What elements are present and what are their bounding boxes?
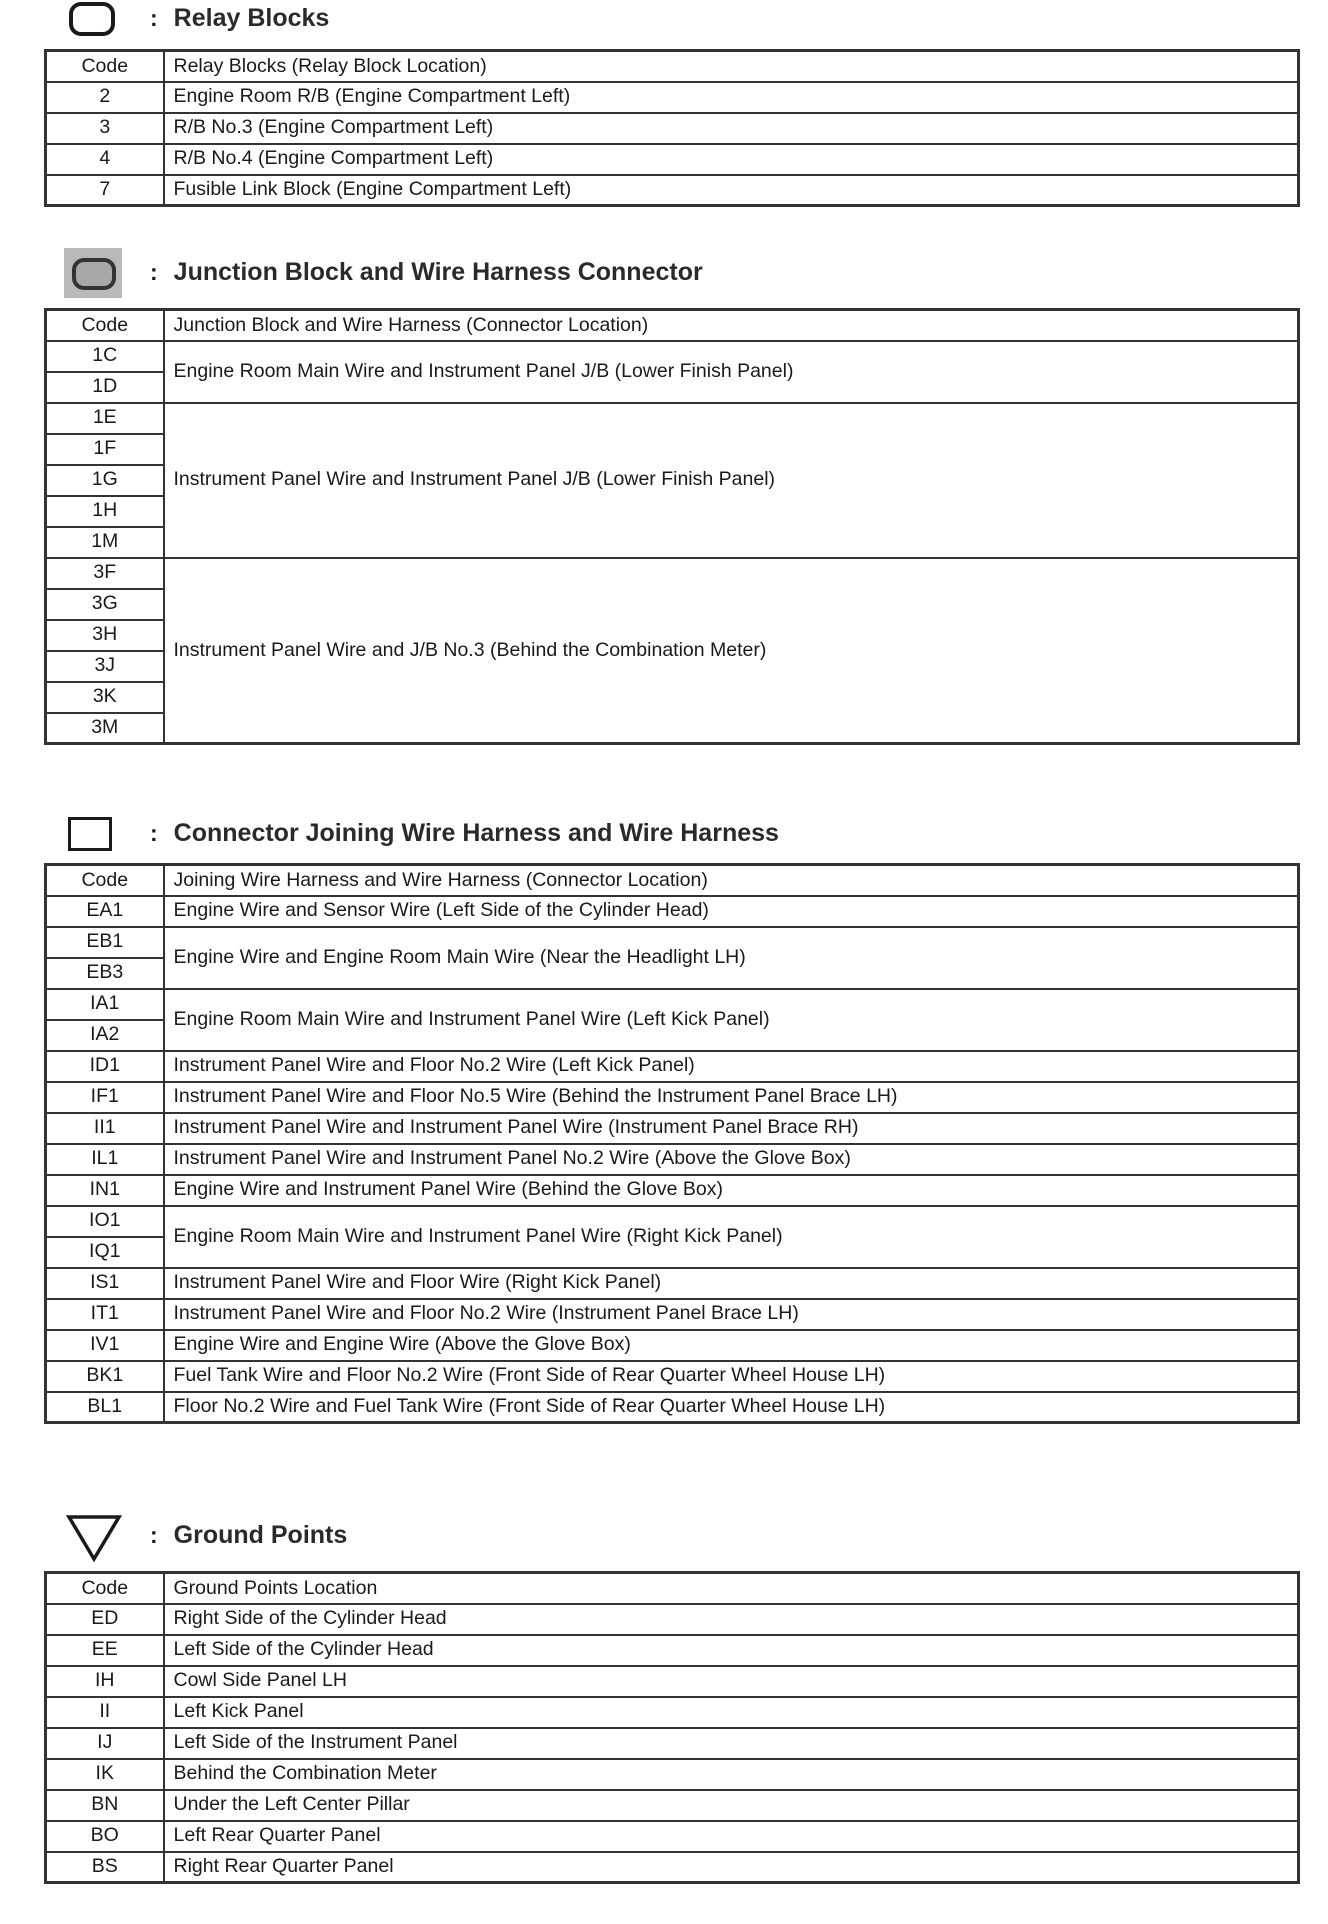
location-cell: Engine Room Main Wire and Instrument Panel J/B (Lower Finish Panel) bbox=[164, 341, 1299, 403]
location-cell: Right Side of the Cylinder Head bbox=[164, 1604, 1299, 1635]
code-cell: 3 bbox=[46, 113, 164, 144]
table-row bbox=[46, 1268, 1299, 1299]
location-cell: Instrument Panel Wire and Floor Wire (Right Kick Panel) bbox=[164, 1268, 1299, 1299]
location-cell: Engine Room Main Wire and Instrument Panel Wire (Right Kick Panel) bbox=[164, 1206, 1299, 1268]
column-header-code: Code bbox=[46, 310, 164, 341]
location-cell: Right Rear Quarter Panel bbox=[164, 1852, 1299, 1883]
code-cell: BS bbox=[46, 1852, 164, 1883]
code-cell: IL1 bbox=[46, 1144, 164, 1175]
location-cell: Floor No.2 Wire and Fuel Tank Wire (Front Side of Rear Quarter Wheel House LH) bbox=[164, 1392, 1299, 1423]
table-row bbox=[46, 1051, 1299, 1082]
connector-table bbox=[44, 863, 1300, 1424]
location-cell: Instrument Panel Wire and Instrument Panel Wire (Instrument Panel Brace RH) bbox=[164, 1113, 1299, 1144]
location-cell: Instrument Panel Wire and Floor No.2 Wire (Left Kick Panel) bbox=[164, 1051, 1299, 1082]
table-row bbox=[46, 1821, 1299, 1852]
location-cell: Engine Wire and Engine Room Main Wire (Near the Headlight LH) bbox=[164, 927, 1299, 989]
table-row bbox=[46, 927, 1299, 958]
table-row bbox=[46, 1604, 1299, 1635]
table-row bbox=[46, 1666, 1299, 1697]
table-row bbox=[46, 1635, 1299, 1666]
location-cell: Instrument Panel Wire and Instrument Panel No.2 Wire (Above the Glove Box) bbox=[164, 1144, 1299, 1175]
code-cell: IA1 bbox=[46, 989, 164, 1020]
table-header-row bbox=[46, 865, 1299, 896]
location-cell: R/B No.4 (Engine Compartment Left) bbox=[164, 144, 1299, 175]
location-cell: Cowl Side Panel LH bbox=[164, 1666, 1299, 1697]
heading-colon: : bbox=[150, 4, 158, 31]
table-row bbox=[46, 1175, 1299, 1206]
ground-section-heading bbox=[64, 1507, 347, 1563]
ground-points-table bbox=[44, 1571, 1300, 1884]
code-cell: 2 bbox=[46, 82, 164, 113]
relay-section-heading bbox=[64, 0, 329, 46]
junction-block-table bbox=[44, 308, 1300, 745]
code-cell: 3J bbox=[46, 651, 164, 682]
column-header-code: Code bbox=[46, 51, 164, 82]
table-header-row bbox=[46, 1573, 1299, 1604]
location-cell: Fuel Tank Wire and Floor No.2 Wire (Front Side of Rear Quarter Wheel House LH) bbox=[164, 1361, 1299, 1392]
code-cell: IJ bbox=[46, 1728, 164, 1759]
table-row bbox=[46, 82, 1299, 113]
code-cell: II bbox=[46, 1697, 164, 1728]
table-row bbox=[46, 1206, 1299, 1237]
table-row bbox=[46, 1852, 1299, 1883]
location-cell: Fusible Link Block (Engine Compartment Left) bbox=[164, 175, 1299, 206]
code-cell: IA2 bbox=[46, 1020, 164, 1051]
table-header-row bbox=[46, 51, 1299, 82]
code-cell: 1C bbox=[46, 341, 164, 372]
table-row bbox=[46, 1299, 1299, 1330]
section-title: Junction Block and Wire Harness Connector bbox=[173, 257, 703, 286]
code-cell: 3K bbox=[46, 682, 164, 713]
location-cell: Left Rear Quarter Panel bbox=[164, 1821, 1299, 1852]
code-cell: IF1 bbox=[46, 1082, 164, 1113]
location-cell: Under the Left Center Pillar bbox=[164, 1790, 1299, 1821]
column-header-code: Code bbox=[46, 1573, 164, 1604]
location-cell: Instrument Panel Wire and Instrument Panel J/B (Lower Finish Panel) bbox=[164, 403, 1299, 558]
code-cell: IH bbox=[46, 1666, 164, 1697]
code-cell: 3G bbox=[46, 589, 164, 620]
code-cell: BL1 bbox=[46, 1392, 164, 1423]
code-cell: IT1 bbox=[46, 1299, 164, 1330]
heading-colon: : bbox=[150, 819, 158, 846]
location-cell: Engine Wire and Engine Wire (Above the Glove Box) bbox=[164, 1330, 1299, 1361]
shaded-rounded-rectangle-icon bbox=[64, 244, 134, 300]
column-header-location: Ground Points Location bbox=[164, 1573, 1299, 1604]
section-title: Connector Joining Wire Harness and Wire Harness bbox=[173, 818, 779, 847]
table-row bbox=[46, 1113, 1299, 1144]
column-header-code: Code bbox=[46, 865, 164, 896]
table-row bbox=[46, 1144, 1299, 1175]
code-cell: IQ1 bbox=[46, 1237, 164, 1268]
code-cell: 1H bbox=[46, 496, 164, 527]
code-cell: BN bbox=[46, 1790, 164, 1821]
code-cell: 4 bbox=[46, 144, 164, 175]
code-cell: II1 bbox=[46, 1113, 164, 1144]
table-row bbox=[46, 896, 1299, 927]
code-cell: ED bbox=[46, 1604, 164, 1635]
code-cell: EA1 bbox=[46, 896, 164, 927]
code-cell: IK bbox=[46, 1759, 164, 1790]
table-row bbox=[46, 1330, 1299, 1361]
location-cell: R/B No.3 (Engine Compartment Left) bbox=[164, 113, 1299, 144]
location-cell: Behind the Combination Meter bbox=[164, 1759, 1299, 1790]
table-header-row bbox=[46, 310, 1299, 341]
code-cell: 1M bbox=[46, 527, 164, 558]
location-cell: Instrument Panel Wire and Floor No.2 Wire (Instrument Panel Brace LH) bbox=[164, 1299, 1299, 1330]
location-cell: Left Side of the Instrument Panel bbox=[164, 1728, 1299, 1759]
code-cell: 7 bbox=[46, 175, 164, 206]
heading-colon: : bbox=[150, 1521, 158, 1548]
code-cell: IO1 bbox=[46, 1206, 164, 1237]
column-header-location: Relay Blocks (Relay Block Location) bbox=[164, 51, 1299, 82]
location-cell: Engine Room Main Wire and Instrument Panel Wire (Left Kick Panel) bbox=[164, 989, 1299, 1051]
table-row bbox=[46, 1392, 1299, 1423]
table-row bbox=[46, 558, 1299, 589]
location-cell: Instrument Panel Wire and J/B No.3 (Behind the Combination Meter) bbox=[164, 558, 1299, 744]
table-row bbox=[46, 341, 1299, 372]
table-row bbox=[46, 144, 1299, 175]
table-row bbox=[46, 1790, 1299, 1821]
rounded-rectangle-icon bbox=[64, 0, 134, 46]
table-row bbox=[46, 1697, 1299, 1728]
junction-section-heading bbox=[64, 244, 703, 300]
table-row bbox=[46, 175, 1299, 206]
table-row bbox=[46, 1759, 1299, 1790]
location-cell: Engine Room R/B (Engine Compartment Left) bbox=[164, 82, 1299, 113]
heading-colon: : bbox=[150, 258, 158, 285]
relay-blocks-table bbox=[44, 49, 1300, 207]
code-cell: 1D bbox=[46, 372, 164, 403]
table-row bbox=[46, 403, 1299, 434]
code-cell: IV1 bbox=[46, 1330, 164, 1361]
code-cell: 3H bbox=[46, 620, 164, 651]
table-row bbox=[46, 113, 1299, 144]
location-cell: Engine Wire and Instrument Panel Wire (Behind the Glove Box) bbox=[164, 1175, 1299, 1206]
location-cell: Instrument Panel Wire and Floor No.5 Wire (Behind the Instrument Panel Brace LH) bbox=[164, 1082, 1299, 1113]
code-cell: BK1 bbox=[46, 1361, 164, 1392]
code-cell: 1G bbox=[46, 465, 164, 496]
code-cell: EE bbox=[46, 1635, 164, 1666]
code-cell: EB1 bbox=[46, 927, 164, 958]
location-cell: Engine Wire and Sensor Wire (Left Side of the Cylinder Head) bbox=[164, 896, 1299, 927]
column-header-location: Junction Block and Wire Harness (Connector Location) bbox=[164, 310, 1299, 341]
table-row bbox=[46, 1728, 1299, 1759]
code-cell: EB3 bbox=[46, 958, 164, 989]
code-cell: 3F bbox=[46, 558, 164, 589]
section-title: Ground Points bbox=[173, 1520, 348, 1549]
code-cell: 1F bbox=[46, 434, 164, 465]
column-header-location: Joining Wire Harness and Wire Harness (Connector Location) bbox=[164, 865, 1299, 896]
table-row bbox=[46, 1082, 1299, 1113]
section-title: Relay Blocks bbox=[173, 3, 330, 32]
location-cell: Left Kick Panel bbox=[164, 1697, 1299, 1728]
table-row bbox=[46, 989, 1299, 1020]
code-cell: IS1 bbox=[46, 1268, 164, 1299]
table-row bbox=[46, 1361, 1299, 1392]
connector-section-heading bbox=[64, 805, 779, 861]
rectangle-icon bbox=[64, 805, 134, 861]
code-cell: BO bbox=[46, 1821, 164, 1852]
inverted-triangle-icon bbox=[64, 1507, 134, 1563]
code-cell: 3M bbox=[46, 713, 164, 744]
code-cell: 1E bbox=[46, 403, 164, 434]
code-cell: ID1 bbox=[46, 1051, 164, 1082]
code-cell: IN1 bbox=[46, 1175, 164, 1206]
location-cell: Left Side of the Cylinder Head bbox=[164, 1635, 1299, 1666]
